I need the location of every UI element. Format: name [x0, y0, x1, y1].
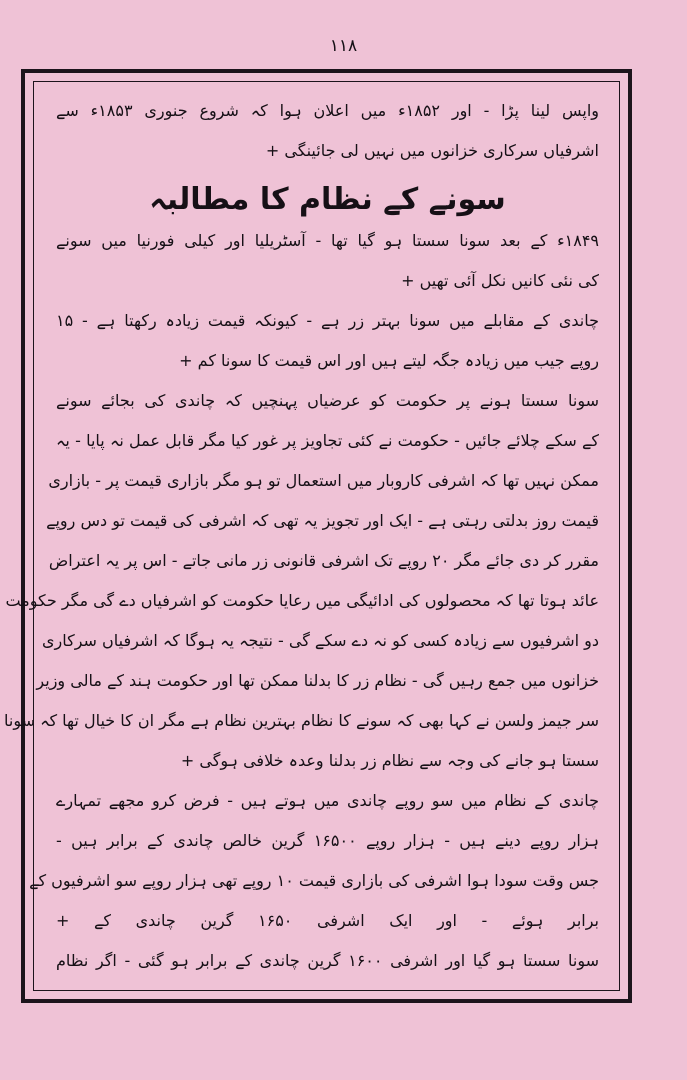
text-line: خزانوں میں جمع رہیں گی - نظام زر کا بدلنا ممکن تھا اور حکومت ہند کے مالی وزیر: [36, 671, 599, 690]
text-line: جس وقت سودا ہوا اشرفی کی بازاری قیمت ۱۰ روپے تھی ہزار روپے سو اشرفیوں کے: [29, 871, 599, 890]
text-line: روپے جیب میں زیادہ جگہ لیتے ہیں اور اس قیمت کا سونا کم +: [179, 351, 599, 370]
text-line: سستا ہو جانے کی وجہ سے نظام زر بدلنا وعدہ خلافی ہوگی +: [180, 751, 599, 770]
text-line: سر جیمز ولسن نے کہا بھی کہ سونے کا نظام بہترین نظام ہے مگر ان کا خیال تھا کہ سونا: [4, 711, 599, 730]
text-line: دو اشرفیوں سے زیادہ کسی کو نہ دے سکے گی - نتیجہ یہ ہوگا کہ اشرفیاں سرکاری: [41, 631, 599, 650]
text-line: کے سکے چلائے جائیں - حکومت نے کئی تجاویز پر غور کیا مگر قابل عمل نہ پایا - یہ: [56, 431, 599, 450]
text-line: سونا سستا ہونے پر حکومت کو عرضیاں پہنچیں کہ چاندی کی بجائے سونے: [56, 391, 599, 410]
text-line: قیمت روز بدلتی رہتی ہے - ایک اور تجویز یہ تھی کہ اشرفی کی قیمت تو دس روپے: [46, 511, 599, 530]
inner-border: [4, 81, 620, 991]
text-line: برابر ہوئے - اور ایک اشرفی ۱۶۵۰ گرین چاندی کے +: [56, 911, 600, 930]
section-heading: سونے کے نظام کا مطالبہ: [149, 182, 506, 217]
text-line: ممکن نہیں تھا کہ اشرفی کاروبار میں استعمال تو ہو مگر بازاری قیمت پر - بازاری: [48, 471, 599, 490]
text-line: سونا سستا ہو گیا اور اشرفی ۱۶۰۰ گرین چاندی کے برابر ہو گئی - اگر نظام: [56, 951, 600, 970]
text-line: مقرر کر دی جائے مگر ۲۰ روپے تک اشرفی قانونی زر مانی جاتے - اس پر یہ اعتراض: [48, 551, 599, 570]
text-line: واپس لینا پڑا - اور ۱۸۵۲ء میں اعلان ہوا کہ شروع جنوری ۱۸۵۳ء سے: [56, 101, 600, 120]
outer-border: [4, 69, 632, 1003]
text-line: عائد ہوتا تھا کہ محصولوں کی ادائیگی میں رعایا حکومت کو اشرفیاں دے گی مگر حکومت: [5, 591, 599, 610]
text-line: ۱۸۴۹ء کے بعد سونا سستا ہو گیا تھا - آسٹریلیا اور کیلی فورنیا میں سونے: [56, 231, 599, 250]
text-line: چاندی کے نظام میں سو روپے چاندی میں ہوتے ہیں - فرض کرو مجھے تمہارے: [56, 791, 599, 810]
text-line: اشرفیاں سرکاری خزانوں میں نہیں لی جائینگی +: [265, 141, 599, 160]
text-line: چاندی کے مقابلے میں سونا بہتر زر ہے - کیونکہ قیمت زیادہ رکھتا ہے - ۱۵: [56, 311, 599, 330]
text-line: کی نئی کانیں نکل آئی تھیں +: [401, 271, 599, 290]
page-text: [4, 101, 600, 976]
text-line: ہزار روپے دینے ہیں - ہزار روپے ۱۶۵۰۰ گرین خالص چاندی کے برابر ہیں -: [56, 831, 599, 850]
page-number: ١١٨: [329, 36, 358, 56]
